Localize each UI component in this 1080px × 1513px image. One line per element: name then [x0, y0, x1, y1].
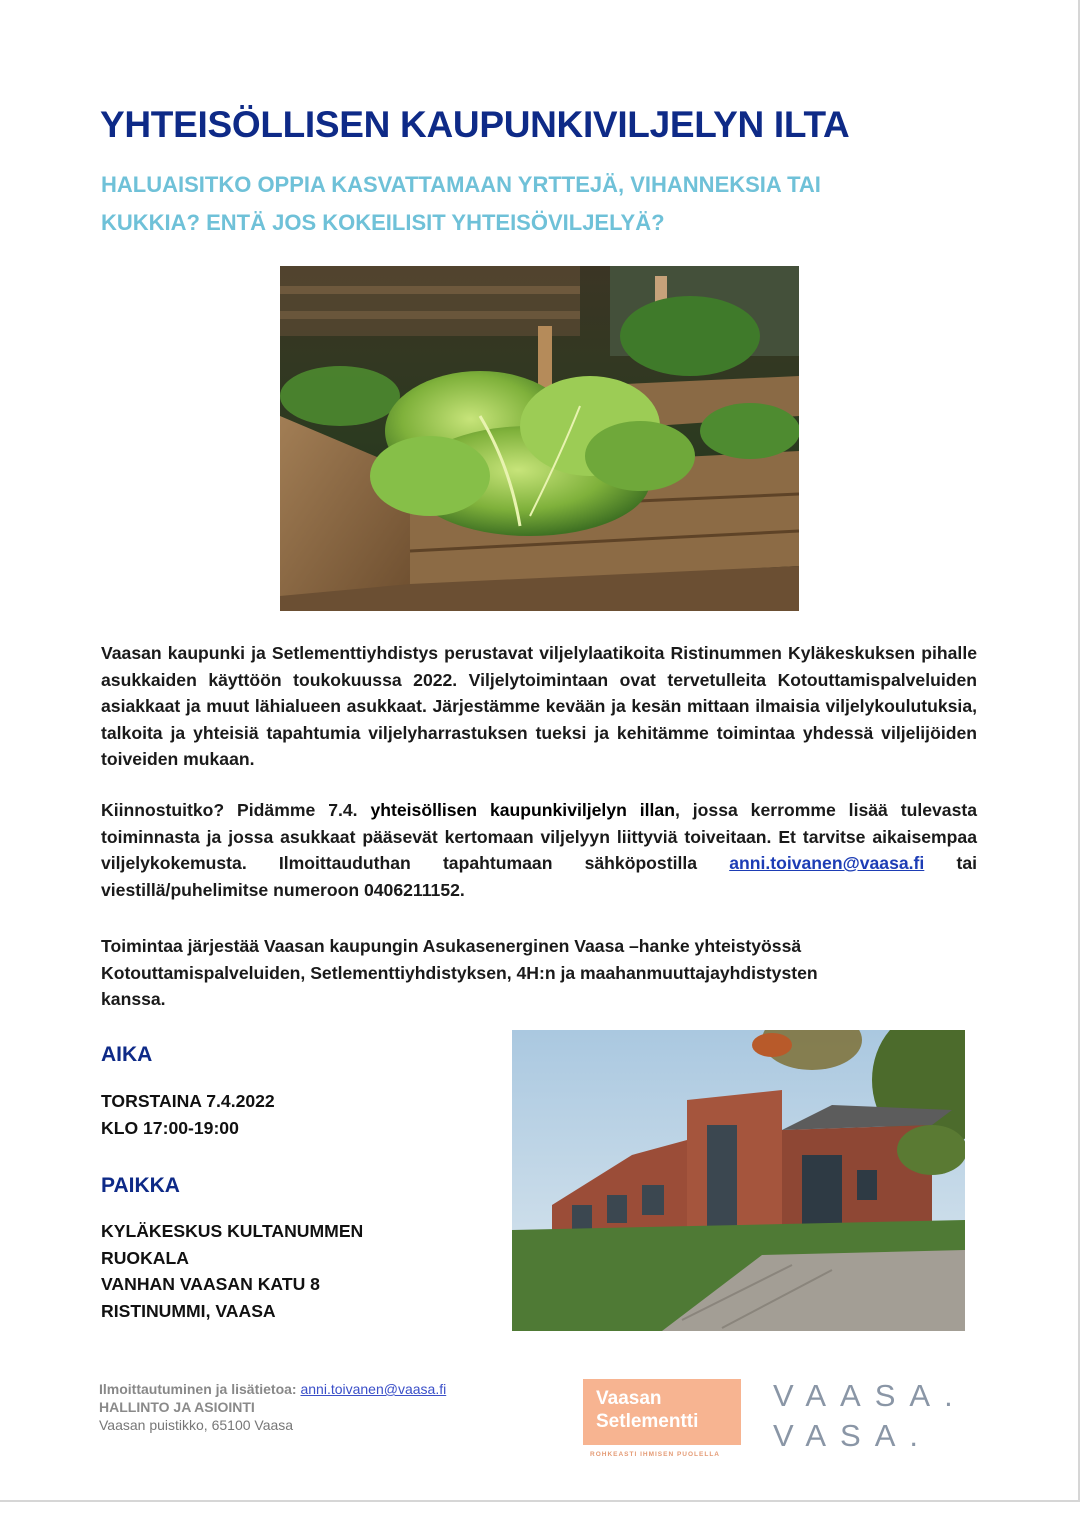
building-photo: [512, 1030, 965, 1331]
subtitle-line-2: KUKKIA? ENTÄ JOS KOKEILISIT YHTEISÖVILJELYÄ?: [101, 210, 665, 235]
page-title: YHTEISÖLLISEN KAUPUNKIVILJELYN ILTA: [100, 104, 850, 145]
vaasan-setlementti-logo: [583, 1379, 741, 1445]
place-details: [101, 1218, 363, 1324]
place-line-1: KYLÄKESKUS KULTANUMMEN: [101, 1221, 364, 1241]
garden-photo: [280, 266, 799, 611]
intro-paragraph-1: Vaasan kaupunki ja Setlementtiyhdistys perustavat viljelylaatikoita Ristinummen Kyläkeskuksen pihalle asukkaiden käyttöön toukokuussa 2022. Viljelytoimintaan ovat tervetulleita Kotouttamispalveluiden asiakkaat ja muut lähialueen asukkaat. Järjestämme kevään ja kesän mittaan ilmaisia viljelykoulutuksia, talkoita ja yhteisiä tapahtumia viljelyharrastuksen tueksi ja kehitämme toimintaa yhdessä viljelijöiden toiveiden mukaan.: [101, 643, 977, 769]
place-line-2: RUOKALA: [101, 1247, 189, 1268]
paragraph2-mid: , jossa kerromme lisää tulevasta toiminnasta ja jossa asukkaat pääsevät kertomaan viljelyyn liittyviä toiveitaan. Et tarvitse aikaisempaa viljelykokemusta. Ilmoittauduthan tapahtumaan sähköpostilla: [101, 800, 977, 873]
page-subtitle: [101, 166, 1001, 242]
time-hours: KLO 17:00-19:00: [101, 1117, 239, 1138]
intro-paragraph-2: [101, 797, 977, 903]
setlementti-logo-line-2: Setlementti: [596, 1411, 699, 1432]
paragraph2-post: tai viestillä/puhelimitse numeroon 0406211152.: [101, 853, 977, 900]
vaasa-logo-line-1: VAASA.: [773, 1378, 967, 1413]
place-line-4: RISTINUMMI, VAASA: [101, 1300, 276, 1321]
footer-contact: [99, 1380, 446, 1434]
footer-email-link[interactable]: anni.toivanen@vaasa.fi: [300, 1381, 447, 1397]
footer-address: Vaasan puistikko, 65100 Vaasa: [99, 1417, 294, 1433]
place-heading: PAIKKA: [101, 1174, 180, 1197]
footer-contact-label: Ilmoittautuminen ja lisätietoa:: [99, 1381, 301, 1397]
email-link[interactable]: anni.toivanen@vaasa.fi: [729, 853, 925, 873]
vaasa-logo-line-2: VASA.: [773, 1418, 933, 1453]
event-name-emphasis: yhteisöllisen kaupunkiviljelyn illan: [370, 800, 675, 820]
organizer-line-1: Toimintaa järjestää Vaasan kaupungin Asukasenerginen Vaasa –hanke yhteistyössä: [101, 936, 802, 956]
setlementti-logo-line-1: Vaasan: [596, 1388, 662, 1409]
place-line-3: VANHAN VAASAN KATU 8: [101, 1274, 320, 1294]
setlementti-logo-text: [596, 1387, 698, 1433]
setlementti-tagline: ROHKEASTI IHMISEN PUOLELLA: [590, 1451, 721, 1458]
organizer-line-3: kanssa.: [101, 989, 166, 1009]
time-details: [101, 1088, 275, 1141]
organizer-line-2: Kotouttamispalveluiden, Setlementtiyhdistyksen, 4H:n ja maahanmuuttajayhdistysten: [101, 962, 818, 983]
time-date: TORSTAINA 7.4.2022: [101, 1091, 275, 1111]
footer-line-1: [99, 1380, 446, 1398]
footer-department: HALLINTO JA ASIOINTI: [99, 1399, 255, 1415]
paragraph2-pre: Kiinnostuitko? Pidämme 7.4.: [101, 800, 371, 820]
organizer-paragraph: [101, 933, 961, 1013]
time-heading: AIKA: [101, 1043, 153, 1066]
subtitle-line-1: HALUAISITKO OPPIA KASVATTAMAAN YRTTEJÄ, VIHANNEKSIA TAI: [101, 172, 821, 197]
